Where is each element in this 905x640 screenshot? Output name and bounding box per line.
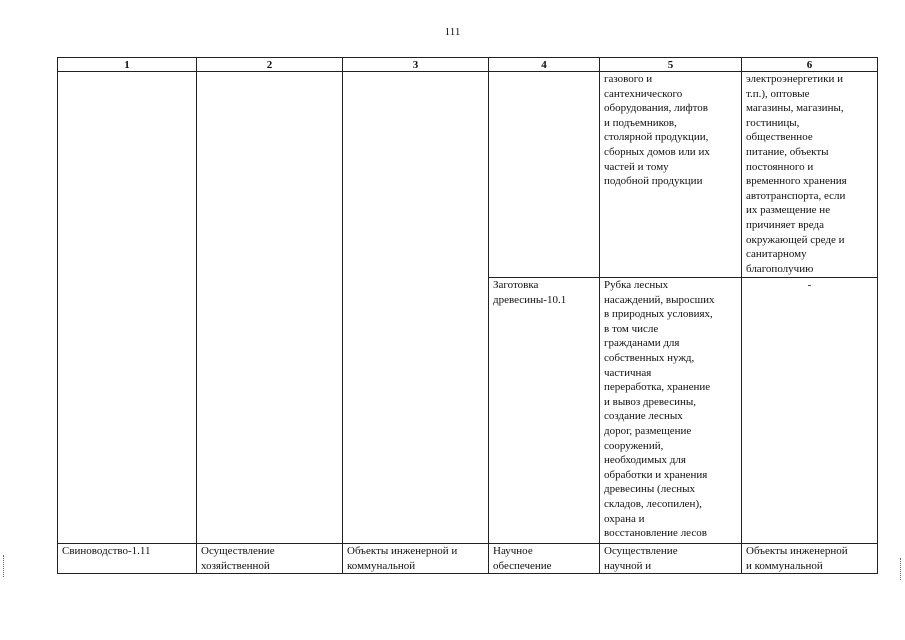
- land-use-table: [57, 57, 878, 574]
- header-col-5: 5: [600, 58, 742, 72]
- cell-col-4-empty: [489, 72, 600, 278]
- header-col-1: 1: [58, 58, 197, 72]
- cell-pig-col-3: Объекты инженерной и коммунальной: [343, 544, 489, 574]
- cell-pig-col-5: Осуществление научной и: [600, 544, 742, 574]
- table-row: [58, 72, 878, 278]
- cell-continuation-description: газового и сантехнического оборудования, лифтов и подъемников, столярной продукции, сборных домов или их частей и тому подобной продукции: [600, 72, 742, 278]
- cell-pig-col-2: Осуществление хозяйственной: [197, 544, 343, 574]
- header-col-3: 3: [343, 58, 489, 72]
- cell-timber-type: Заготовка древесины-10.1: [489, 278, 600, 544]
- cell-continuation-objects: электроэнергетики и т.п.), оптовые магазины, магазины, гостиницы, общественное питание, объекты постоянного и временного хранения автотранспорта, если их размещение не причиняет вреда окружающей среде и санитарному благополучию: [742, 72, 878, 278]
- page-number: 111: [444, 26, 461, 38]
- table-row: [58, 544, 878, 574]
- header-col-6: 6: [742, 58, 878, 72]
- cell-pig-col-4: Научное обеспечение: [489, 544, 600, 574]
- cell-pig-type: Свиноводство-1.11: [58, 544, 197, 574]
- cell-timber-description: Рубка лесных насаждений, выросших в природных условиях, в том числе гражданами для собственных нужд, частичная переработка, хранение и вывоз древесины, создание лесных дорог, размещение сооружений, необходимых для обработки и хранения древесины (лесных складов, лесопилен), охрана и восстановление лесов: [600, 278, 742, 544]
- cell-pig-col-6: Объекты инженерной и коммунальной: [742, 544, 878, 574]
- left-margin-mark: [3, 555, 6, 577]
- cell-col-2-empty: [197, 72, 343, 544]
- header-col-2: 2: [197, 58, 343, 72]
- cell-col-1-empty: [58, 72, 197, 544]
- header-row: [58, 58, 878, 72]
- cell-timber-objects: -: [742, 278, 878, 544]
- cell-col-3-empty: [343, 72, 489, 544]
- page-bottom-area: [0, 577, 905, 640]
- right-margin-mark: [900, 558, 903, 580]
- header-col-4: 4: [489, 58, 600, 72]
